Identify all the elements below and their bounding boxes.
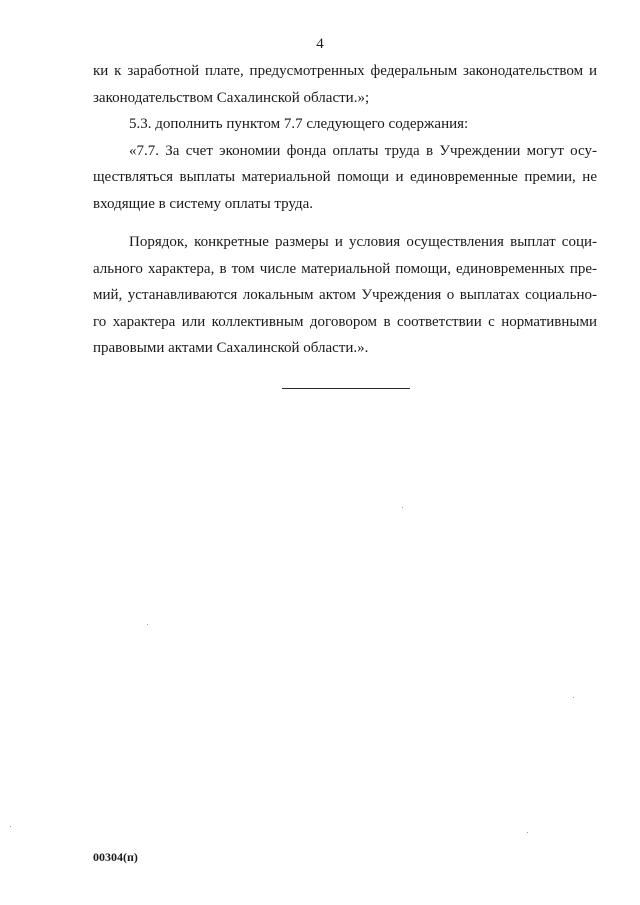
text-line: входящие в систему оплаты труда. [93,195,314,212]
paragraph-spacer [93,217,597,229]
footer-document-code: 00304(п) [93,850,138,864]
scan-speck [147,624,148,625]
text-line: 5.3. дополнить пунктом 7.7 следующего содержания: [129,116,469,132]
end-divider-line [282,388,410,389]
paragraph-continuation [93,58,597,111]
text-line: «7.7. За счет экономии фонда оплаты труда в Учреждении могут осу- [129,142,597,159]
text-line: го характера или коллективным договором в соответствии с нормативными [93,313,597,330]
paragraph-procedure [93,229,597,362]
scan-speck [402,507,403,508]
text-line: ального характера, в том числе материальной помощи, единовременных пре- [93,260,597,277]
text-line: ки к заработной плате, предусмотренных федеральным законодательством и [93,63,597,79]
text-line: законодательством Сахалинской области.»; [93,89,370,106]
paragraph-item-7-7 [93,138,597,218]
document-body [93,58,597,362]
text-line: Порядок, конкретные размеры и условия осуществления выплат соци- [129,234,597,250]
scan-speck [573,697,574,698]
text-line: ществляться выплаты материальной помощи и единовременные премии, не [93,169,597,185]
page-number: 4 [316,36,324,52]
paragraph-item-5-3 [93,111,597,138]
scan-speck [527,832,528,833]
text-line: правовыми актами Сахалинской области.». [93,340,369,356]
text-line: мий, устанавливаются локальным актом Учреждения о выплатах социально- [93,287,597,303]
scan-speck [10,826,11,827]
